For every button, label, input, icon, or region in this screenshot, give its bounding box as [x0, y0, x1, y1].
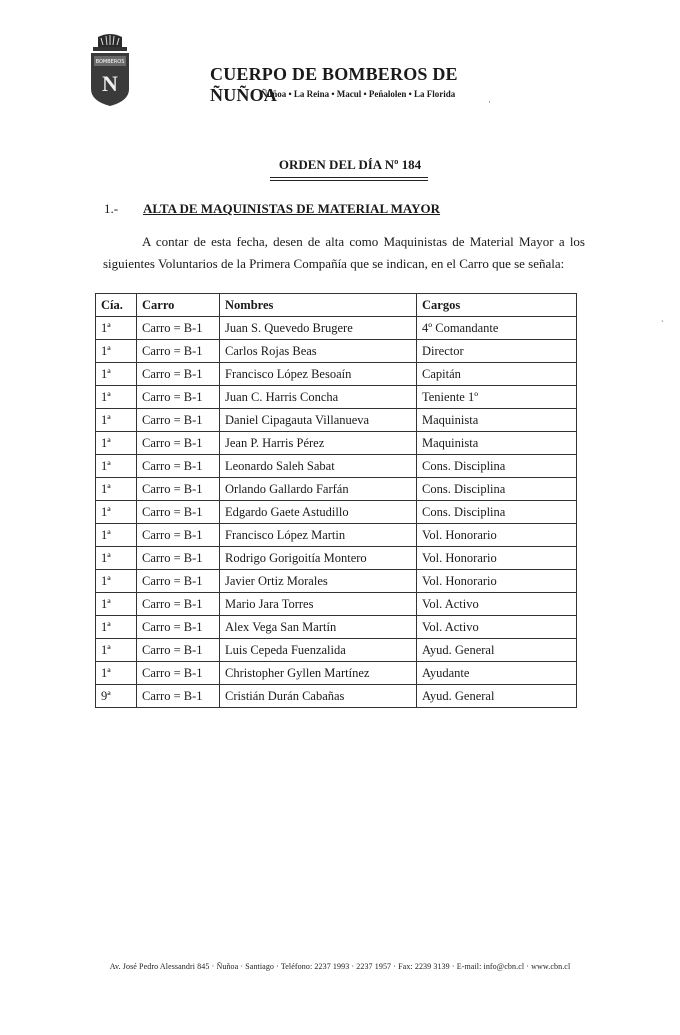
- header-cia: Cía.: [96, 294, 137, 317]
- fire-brigade-logo: [89, 33, 131, 107]
- organization-title: CUERPO DE BOMBEROS DE ÑUÑOA: [210, 64, 458, 105]
- table-row: [96, 432, 577, 455]
- table-row: [96, 478, 577, 501]
- table-row: [96, 593, 577, 616]
- cell-carro: Carro = B-1: [137, 501, 220, 524]
- cell-cargo: Director: [417, 340, 577, 363]
- cell-cia: 1ª: [96, 409, 137, 432]
- cell-carro: Carro = B-1: [137, 478, 220, 501]
- cell-nombre: Juan C. Harris Concha: [220, 386, 417, 409]
- footer-contact: Av. José Pedro Alessandri 845 · Ñuñoa · Santiago · Teléfono: 2237 1993 · 2237 1957 · Fax: 2239 3139 · E-mail: info@cbn.cl · www.cbn.cl: [109, 962, 571, 971]
- cell-carro: Carro = B-1: [137, 662, 220, 685]
- cell-carro: Carro = B-1: [137, 363, 220, 386]
- cell-nombre: Javier Ortiz Morales: [220, 570, 417, 593]
- cell-nombre: Carlos Rojas Beas: [220, 340, 417, 363]
- cell-cargo: Cons. Disciplina: [417, 501, 577, 524]
- table-row: [96, 524, 577, 547]
- cell-cargo: Vol. Activo: [417, 593, 577, 616]
- table-row: [96, 455, 577, 478]
- cell-cia: 1ª: [96, 570, 137, 593]
- cell-nombre: Mario Jara Torres: [220, 593, 417, 616]
- cell-cargo: Cons. Disciplina: [417, 478, 577, 501]
- table-row: [96, 639, 577, 662]
- cell-carro: Carro = B-1: [137, 432, 220, 455]
- cell-nombre: Francisco López Martin: [220, 524, 417, 547]
- scan-mark: ˏ: [661, 312, 664, 322]
- table-row: [96, 340, 577, 363]
- cell-cargo: Vol. Honorario: [417, 570, 577, 593]
- cell-cia: 9ª: [96, 685, 137, 708]
- cell-cargo: Vol. Activo: [417, 616, 577, 639]
- cell-cargo: Maquinista: [417, 432, 577, 455]
- cell-nombre: Christopher Gyllen Martínez: [220, 662, 417, 685]
- cell-carro: Carro = B-1: [137, 386, 220, 409]
- cell-cia: 1ª: [96, 616, 137, 639]
- cell-carro: Carro = B-1: [137, 524, 220, 547]
- cell-cargo: 4º Comandante: [417, 317, 577, 340]
- table-row: [96, 363, 577, 386]
- cell-cia: 1ª: [96, 501, 137, 524]
- cell-nombre: Leonardo Saleh Sabat: [220, 455, 417, 478]
- intro-paragraph: A contar de esta fecha, desen de alta como Maquinistas de Material Mayor a los siguientes Voluntarios de la Primera Compañía que se indican, en el Carro que se señala:: [103, 234, 585, 271]
- cell-cia: 1ª: [96, 363, 137, 386]
- cell-nombre: Cristián Durán Cabañas: [220, 685, 417, 708]
- cell-cargo: Cons. Disciplina: [417, 455, 577, 478]
- cell-carro: Carro = B-1: [137, 593, 220, 616]
- table-row: [96, 685, 577, 708]
- cell-cia: 1ª: [96, 432, 137, 455]
- header-nombres: Nombres: [220, 294, 417, 317]
- cell-carro: Carro = B-1: [137, 639, 220, 662]
- table-row: [96, 662, 577, 685]
- section-number: 1.-: [104, 201, 119, 216]
- header-cargos: Cargos: [417, 294, 577, 317]
- cell-cia: 1ª: [96, 340, 137, 363]
- cell-cargo: Maquinista: [417, 409, 577, 432]
- cell-carro: Carro = B-1: [137, 409, 220, 432]
- cell-cia: 1ª: [96, 662, 137, 685]
- cell-cia: 1ª: [96, 478, 137, 501]
- table-header-row: [96, 294, 577, 317]
- cell-cia: 1ª: [96, 639, 137, 662]
- cell-carro: Carro = B-1: [137, 340, 220, 363]
- cell-cia: 1ª: [96, 524, 137, 547]
- cell-cia: 1ª: [96, 317, 137, 340]
- table-row: [96, 616, 577, 639]
- table-row: [96, 547, 577, 570]
- table-row: [96, 570, 577, 593]
- cell-carro: Carro = B-1: [137, 455, 220, 478]
- table-row: [96, 386, 577, 409]
- cell-nombre: Orlando Gallardo Farfán: [220, 478, 417, 501]
- cell-nombre: Jean P. Harris Pérez: [220, 432, 417, 455]
- table-row: [96, 317, 577, 340]
- cell-cargo: Capitán: [417, 363, 577, 386]
- section-title: ALTA DE MAQUINISTAS DE MATERIAL MAYOR: [143, 201, 441, 216]
- volunteers-table: [95, 293, 577, 708]
- cell-carro: Carro = B-1: [137, 616, 220, 639]
- cell-cia: 1ª: [96, 593, 137, 616]
- svg-text:BOMBEROS: BOMBEROS: [95, 59, 125, 65]
- cell-cia: 1ª: [96, 455, 137, 478]
- order-title: ORDEN DEL DÍA Nº 184: [278, 157, 422, 172]
- cell-carro: Carro = B-1: [137, 685, 220, 708]
- cell-nombre: Alex Vega San Martín: [220, 616, 417, 639]
- table-row: [96, 409, 577, 432]
- cell-nombre: Luis Cepeda Fuenzalida: [220, 639, 417, 662]
- cell-nombre: Francisco López Besoaín: [220, 363, 417, 386]
- scan-mark: ·: [488, 97, 491, 107]
- cell-carro: Carro = B-1: [137, 570, 220, 593]
- cell-nombre: Edgardo Gaete Astudillo: [220, 501, 417, 524]
- cell-nombre: Daniel Cipagauta Villanueva: [220, 409, 417, 432]
- cell-nombre: Rodrigo Gorigoitía Montero: [220, 547, 417, 570]
- cell-cargo: Vol. Honorario: [417, 524, 577, 547]
- cell-carro: Carro = B-1: [137, 547, 220, 570]
- table-row: [96, 501, 577, 524]
- cell-cia: 1ª: [96, 547, 137, 570]
- cell-nombre: Juan S. Quevedo Brugere: [220, 317, 417, 340]
- cell-cargo: Vol. Honorario: [417, 547, 577, 570]
- cell-carro: Carro = B-1: [137, 317, 220, 340]
- cell-cargo: Ayudante: [417, 662, 577, 685]
- header-carro: Carro: [137, 294, 220, 317]
- cell-cargo: Teniente 1º: [417, 386, 577, 409]
- logo-letter: N: [102, 71, 118, 96]
- cell-cia: 1ª: [96, 386, 137, 409]
- title-rule-top: [270, 177, 428, 178]
- communes-subtitle: Ñuñoa • La Reina • Macul • Peñalolen • La Florida: [260, 89, 456, 99]
- title-rule-bottom: [270, 180, 428, 181]
- cell-cargo: Ayud. General: [417, 639, 577, 662]
- cell-cargo: Ayud. General: [417, 685, 577, 708]
